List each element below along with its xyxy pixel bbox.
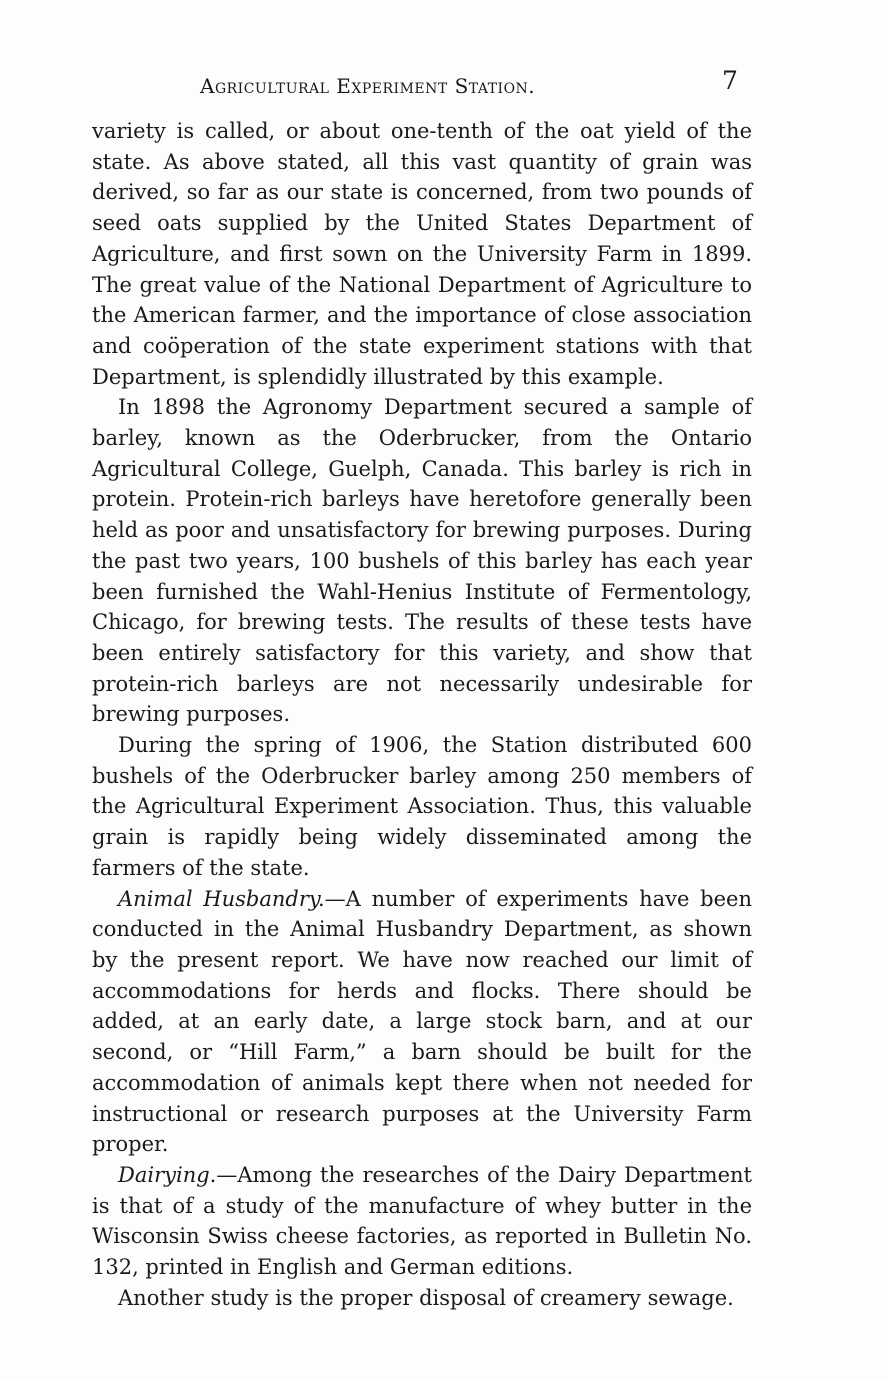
paragraph-barley: In 1898 the Agronomy Department secured a sample of barley, known as the Oderbrucker, from the Ontario Agricultural College, Guelph, Canada. This barley is rich in protein. Protein-rich barleys have heretofore generally been held as poor and unsatisfactory for brewing purposes. During the past two years, 100 bushels of this barley has each year been furnished the Wahl-Henius Institute of Fermentology, Chicago, for brewing tests. The results of these tests have been entirely satisfactory for this variety, and show that protein-rich barleys are not necessarily undesirable for brewing purposes. [92, 395, 752, 727]
paragraph-creamery-sewage: Another study is the proper disposal of creamery sewage. [118, 1285, 734, 1310]
paragraph-dairying [92, 1160, 752, 1283]
paragraph-animal-husbandry-text: —A number of experiments have been conducted in the Animal Husbandry Department, as shown by the present report. We have now reached our limit of accommodations for herds and flocks. There should be added, at an early date, a large stock barn, and at our second, or “Hill Farm,” a barn should be built for the accommodation of animals kept there when not needed for instructional or research purposes at the University Farm proper. [92, 886, 753, 1157]
paragraph-dairying-text: —Among the researches of the Dairy Department is that of a study of the manufacture of whey butter in the Wisconsin Swiss cheese factories, as reported in Bulletin No. 132, printed in English and German editions. [92, 1162, 752, 1280]
page-number: 7 [722, 66, 738, 95]
section-heading-animal-husbandry: Animal Husbandry. [118, 886, 325, 911]
paragraph-animal-husbandry [92, 884, 752, 1160]
paragraph-continuation: variety is called, or about one-tenth of the oat yield of the state. As above stated, all this vast quantity of grain was derived, so far as our state is concerned, from two pounds of seed oats supplied by the United States Department of Agriculture, and first sown on the University Farm in 1899. The great value of the National Department of Agriculture to the American farmer, and the importance of close association and coöperation of the state experiment stations with that Department, is splendidly illustrated by this example. [92, 119, 752, 389]
paragraph-distribution: During the spring of 1906, the Station distributed 600 bushels of the Oderbrucker barley among 250 members of the Agricultural Experiment Association. Thus, this valuable grain is rapidly being widely disseminated among the farmers of the state. [92, 733, 752, 880]
running-title: Agricultural Experiment Station. [200, 74, 536, 98]
body-text [92, 116, 752, 1313]
section-heading-dairying: Dairying. [118, 1162, 217, 1187]
